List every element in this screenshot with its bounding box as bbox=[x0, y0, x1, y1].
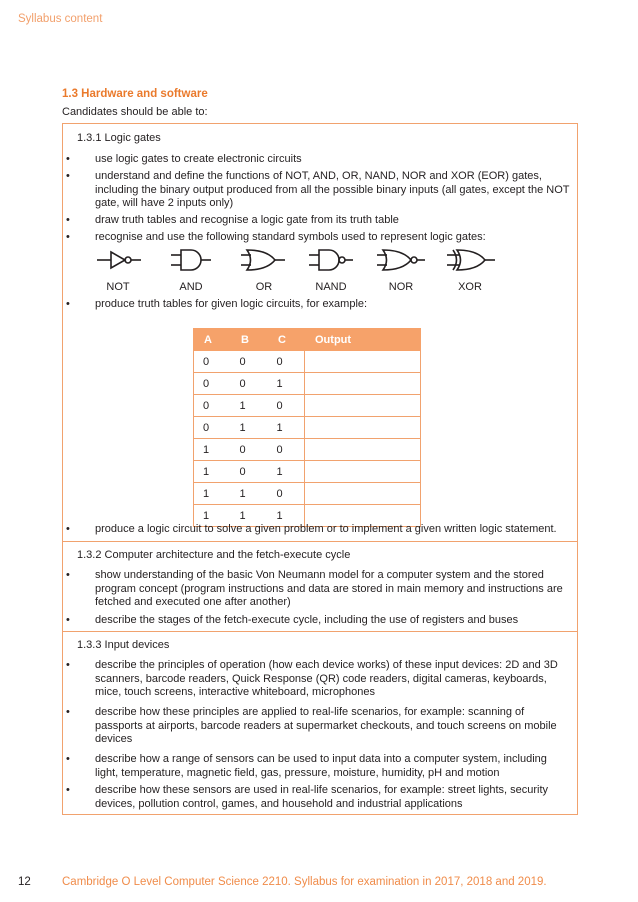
bullet-icon: • bbox=[66, 298, 70, 310]
table-cell: 0 bbox=[194, 351, 231, 373]
input-devices-box: 1.3.3 Input devices • describe the principles of operation (how each device works) of these input devices: 2D and 3D scanners, barcode readers, Quick Response (QR) code readers, digital cameras, keyboards, mice, touch screens, interactive whiteboard, microphones • describe how these principles are applied to real-life scenarios, for example: scanning of passports at airports, barcode readers at supermarket checkouts, and touch screens on mobile devices • describe how a range of sensors can be used to input data into a computer system, including light, temperature, magnetic field, gas, pressure, moisture, humidity, pH and motion • describe how these sensors are used in real-life scenarios, for example: street lights, security devices, pollution control, games, and household and industrial applications bbox=[62, 632, 578, 815]
bullet-icon: • bbox=[66, 153, 70, 165]
table-cell: 1 bbox=[231, 395, 268, 417]
output-cell bbox=[305, 461, 421, 483]
table-cell: 0 bbox=[268, 395, 305, 417]
table-cell: 1 bbox=[268, 505, 305, 527]
column-header-output: Output bbox=[305, 329, 421, 351]
table-cell: 1 bbox=[231, 483, 268, 505]
section-intro: Candidates should be able to: bbox=[62, 106, 208, 118]
table-row bbox=[194, 483, 421, 505]
table-cell: 0 bbox=[268, 483, 305, 505]
page-number: 12 bbox=[18, 876, 31, 888]
gate-label-and: AND bbox=[179, 281, 203, 293]
bullet-icon: • bbox=[66, 170, 70, 182]
table-row bbox=[194, 417, 421, 439]
table-cell: 0 bbox=[194, 373, 231, 395]
truth-table-header-row bbox=[194, 329, 421, 351]
bullet-icon: • bbox=[66, 706, 70, 718]
table-cell: 0 bbox=[231, 439, 268, 461]
gate-label-nand: NAND bbox=[315, 281, 347, 293]
table-row bbox=[194, 395, 421, 417]
bullet-icon: • bbox=[66, 523, 70, 535]
output-cell bbox=[305, 395, 421, 417]
table-cell: 1 bbox=[194, 505, 231, 527]
table-cell: 0 bbox=[194, 395, 231, 417]
xor-gate-icon bbox=[447, 250, 495, 270]
gate-label-nor: NOR bbox=[388, 281, 414, 293]
gate-symbols bbox=[91, 248, 551, 296]
output-cell bbox=[305, 373, 421, 395]
gate-label-not: NOT bbox=[106, 281, 130, 293]
output-cell bbox=[305, 483, 421, 505]
nand-gate-icon bbox=[309, 250, 353, 270]
gate-label-xor: XOR bbox=[458, 281, 482, 293]
table-cell: 1 bbox=[268, 461, 305, 483]
bullet-icon: • bbox=[66, 659, 70, 671]
bullet-icon: • bbox=[66, 753, 70, 765]
architecture-box: 1.3.2 Computer architecture and the fetch-execute cycle • show understanding of the basic Von Neumann model for a computer system and the stored program concept (program instructions and data are stored in main memory and instructions are fetched and executed one after another) • describe the stages of the fetch-execute cycle, including the use of registers and buses bbox=[62, 542, 578, 632]
logic-gates-heading: 1.3.1 Logic gates bbox=[77, 132, 161, 144]
table-cell: 1 bbox=[231, 417, 268, 439]
table-cell: 1 bbox=[194, 439, 231, 461]
not-gate-icon bbox=[97, 252, 141, 268]
table-cell: 0 bbox=[231, 461, 268, 483]
table-row bbox=[194, 439, 421, 461]
table-cell: 1 bbox=[268, 373, 305, 395]
table-row bbox=[194, 461, 421, 483]
table-row bbox=[194, 351, 421, 373]
output-cell bbox=[305, 351, 421, 373]
truth-table bbox=[193, 328, 421, 527]
table-cell: 1 bbox=[194, 483, 231, 505]
bullet-icon: • bbox=[66, 214, 70, 226]
table-cell: 0 bbox=[268, 439, 305, 461]
bullet-icon: • bbox=[66, 569, 70, 581]
architecture-heading: 1.3.2 Computer architecture and the fetch-execute cycle bbox=[77, 549, 351, 561]
column-header-a: A bbox=[194, 329, 231, 351]
table-cell: 0 bbox=[194, 417, 231, 439]
input-devices-heading: 1.3.3 Input devices bbox=[77, 639, 170, 651]
and-gate-icon bbox=[171, 250, 211, 270]
bullet-icon: • bbox=[66, 614, 70, 626]
gate-label-or: OR bbox=[255, 281, 273, 293]
section-title: 1.3 Hardware and software bbox=[62, 88, 208, 100]
table-cell: 1 bbox=[231, 505, 268, 527]
table-cell: 0 bbox=[231, 351, 268, 373]
column-header-c: C bbox=[268, 329, 305, 351]
column-header-b: B bbox=[231, 329, 268, 351]
logic-gates-box: 1.3.1 Logic gates • use logic gates to create electronic circuits • understand and define the functions of NOT, AND, OR, NAND, NOR and XOR (EOR) gates, including the binary output produced from all the possible binary inputs (all gates, except the NOT gate, will have 2 inputs only) • draw truth tables and recognise a logic gate from its truth table • recognise and use the following standard symbols used to represent logic gates: NOT AND OR NAND NOR XOR • produce truth tables for given logic circuits, for example: A B C Output 0 0 0 0 0 1 0 1 0 0 1 1 1 0 0 1 0 1 1 1 0 1 1 1 • produce a logic circuit to solve a given problem or to implement a given written logic statement. bbox=[62, 123, 578, 542]
or-gate-icon bbox=[241, 250, 285, 270]
table-cell: 1 bbox=[268, 417, 305, 439]
table-cell: 1 bbox=[194, 461, 231, 483]
table-cell: 0 bbox=[268, 351, 305, 373]
output-cell bbox=[305, 439, 421, 461]
bullet-icon: • bbox=[66, 231, 70, 243]
bullet-icon: • bbox=[66, 784, 70, 796]
nor-gate-icon bbox=[377, 250, 425, 270]
gate-symbols-svg bbox=[91, 248, 551, 278]
running-header: Syllabus content bbox=[18, 13, 103, 25]
table-cell: 0 bbox=[231, 373, 268, 395]
table-row bbox=[194, 373, 421, 395]
footer-text: Cambridge O Level Computer Science 2210. Syllabus for examination in 2017, 2018 and 2019. bbox=[62, 876, 547, 888]
output-cell bbox=[305, 417, 421, 439]
